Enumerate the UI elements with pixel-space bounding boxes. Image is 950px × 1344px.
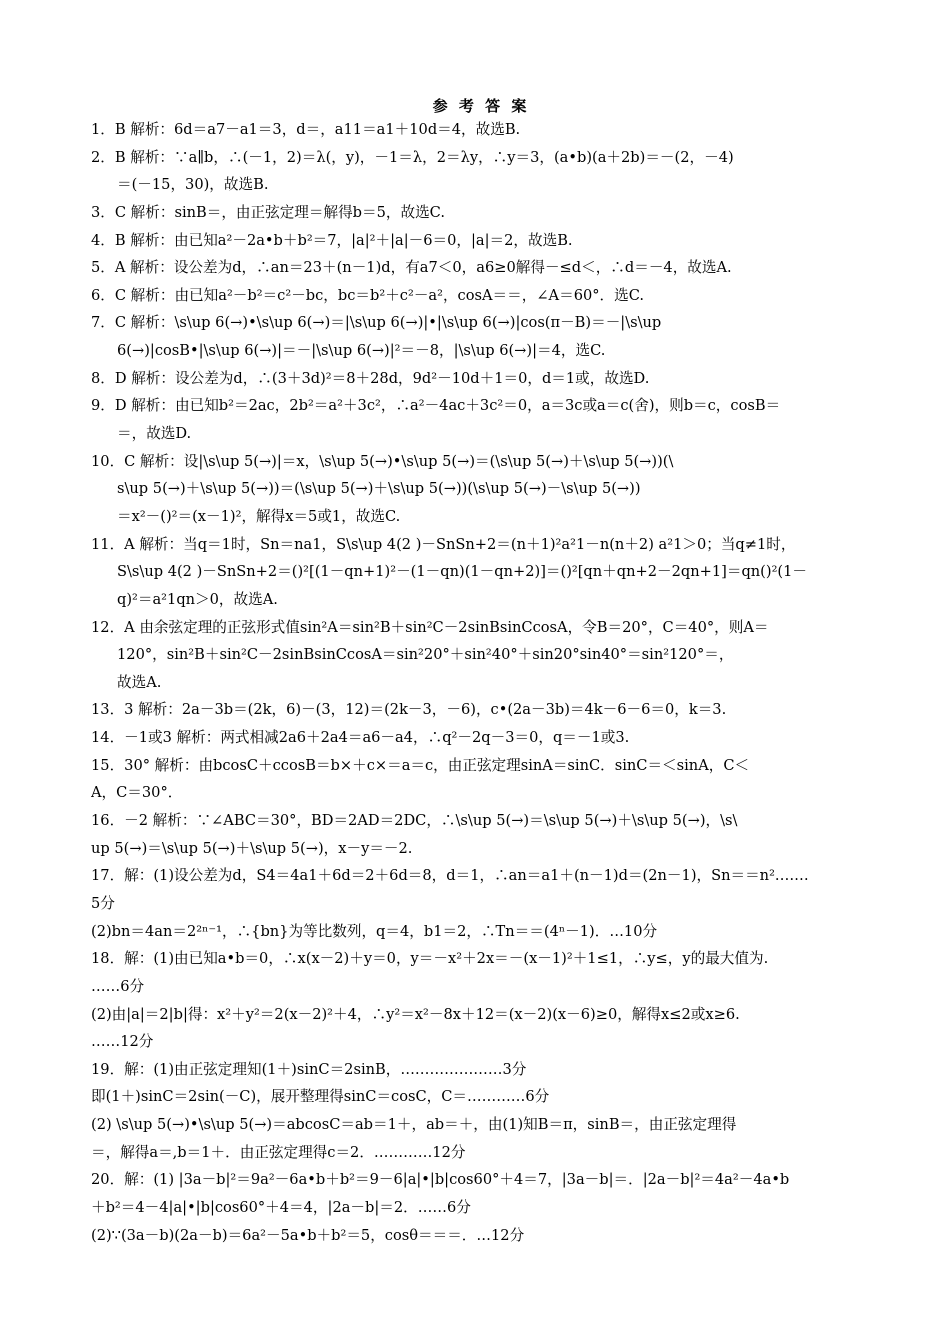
answer-line: up 5(→)＝\s\up 5(→)＋\s\up 5(→)，x－y＝－2. — [91, 839, 413, 857]
answer-line: 3．C 解析：sinB＝，由正弦定理＝解得b＝5，故选C. — [91, 203, 445, 221]
answer-line: A，C＝30°． — [91, 784, 183, 802]
answer-line: (2)bn＝4an＝2²ⁿ⁻¹，∴{bn}为等比数列，q＝4，b1＝2，∴Tn＝＝(4ⁿ－1)．…10分 — [91, 922, 658, 940]
answer-line: 故选A. — [117, 673, 162, 691]
answer-line: 1．B 解析：6d＝a7－a1＝3，d＝，a11＝a1＋10d＝4，故选B. — [91, 121, 521, 138]
answer-line: (2)∵(3a－b)(2a－b)＝6a²－5a•b＋b²＝5，cosθ＝＝＝．…12分 — [91, 1226, 525, 1244]
answer-line: 11．A 解析：当q＝1时，Sn＝na1，S\s\up 4(2 )－SnSn+2＝(n＋1)²a²1－n(n＋2) a²1＞0；当q≠1时， — [91, 535, 796, 553]
answer-line: 10．C 解析：设|\s\up 5(→)|＝x，\s\up 5(→)•\s\up 5(→)＝(\s\up 5(→)＋\s\up 5(→))(\ — [91, 452, 674, 470]
answer-document — [91, 96, 871, 1249]
answer-line: 13．3 解析：2a－3b＝(2k，6)－(3，12)＝(2k－3，－6)，c•(2a－3b)＝4k－6－6＝0，k＝3. — [91, 701, 727, 719]
answer-line: 8．D 解析：设公差为d，∴(3＋3d)²＝8＋28d，9d²－10d＋1＝0，d＝1或，故选D. — [91, 369, 650, 387]
answer-line: ＝x²－()²＝(x－1)²，解得x＝5或1，故选C. — [117, 507, 401, 525]
answer-line: ……6分 — [91, 977, 145, 995]
answer-line: (2) \s\up 5(→)•\s\up 5(→)＝abcosC＝ab＝1＋，ab＝＋，由(1)知B＝π，sinB＝，由正弦定理得 — [91, 1116, 737, 1134]
answer-line: 5．A 解析：设公差为d，∴an＝23＋(n－1)d，有a7＜0，a6≥0解得－≤d＜，∴d＝－4，故选A. — [91, 259, 732, 277]
answer-lines — [91, 116, 871, 1249]
answer-line: ……12分 — [91, 1033, 154, 1051]
answer-line: S\s\up 4(2 )－SnSn+2＝()²[(1－qn+1)²－(1－qn)(1－qn+2)]＝()²[qn＋qn+2－2qn+1]＝qn()²(1－ — [117, 563, 807, 581]
answer-line: 15．30° 解析：由bcosC＋ccosB＝b×＋c×＝a＝c，由正弦定理sinA＝sinC．sinC＝＜sinA，C＜ — [91, 756, 750, 774]
answer-line: ＝，解得a＝,b＝1＋．由正弦定理得c＝2．…………12分 — [91, 1143, 466, 1161]
answer-line: ＋b²＝4－4|a|•|b|cos60°＋4＝4，|2a－b|＝2．……6分 — [91, 1198, 471, 1216]
answer-line: 6(→)|cosB•|\s\up 6(→)|＝－|\s\up 6(→)|²＝－8，|\s\up 6(→)|＝4，选C. — [117, 342, 606, 360]
answer-line: 14．－1或3 解析：两式相减2a6＋2a4＝a6－a4，∴q²－2q－3＝0，q＝－1或3. — [91, 729, 630, 747]
answer-line: 2．B 解析：∵a∥b，∴(－1，2)＝λ(，y)，－1＝λ，2＝λy，∴y＝3，(a•b)(a＋2b)＝－(2，－4) — [91, 148, 734, 166]
answer-line: ＝，故选D. — [117, 425, 192, 443]
answer-line: 12．A 由余弦定理的正弦形式值sin²A＝sin²B＋sin²C－2sinBsinCcosA，令B＝20°，C＝40°，则A＝ — [91, 618, 769, 636]
answer-line: 9．D 解析：由已知b²＝2ac，2b²＝a²＋3c²，∴a²－4ac＋3c²＝0，a＝3c或a＝c(舍)，则b＝c，cosB＝ — [91, 397, 781, 415]
answer-line: 120°，sin²B＋sin²C－2sinBsinCcosA＝sin²20°＋sin²40°＋sin20°sin40°＝sin²120°＝， — [117, 646, 734, 664]
answer-line: 19．解：(1)由正弦定理知(1＋)sinC＝2sinB，…………………3分 — [91, 1060, 527, 1078]
answer-line: 即(1＋)sinC＝2sin(－C)，展开整理得sinC＝cosC，C＝…………6分 — [91, 1088, 550, 1106]
answer-line: (2)由|a|＝2|b|得：x²＋y²＝2(x－2)²＋4，∴y²＝x²－8x＋12＝(x－2)(x－6)≥0，解得x≤2或x≥6. — [91, 1005, 740, 1023]
answer-line: 20．解：(1) |3a－b|²＝9a²－6a•b＋b²＝9－6|a|•|b|cos60°＋4＝7，|3a－b|＝．|2a－b|²＝4a²－4a•b — [91, 1171, 790, 1189]
answer-line: 4．B 解析：由已知a²－2a•b＋b²＝7，|a|²＋|a|－6＝0，|a|＝2，故选B. — [91, 231, 573, 249]
answer-line: 7．C 解析：\s\up 6(→)•\s\up 6(→)＝|\s\up 6(→)|•|\s\up 6(→)|cos(π－B)＝－|\s\up — [91, 314, 662, 332]
answer-line: q)²＝a²1qn＞0，故选A. — [117, 590, 278, 608]
answer-line: 18．解：(1)由已知a•b＝0，∴x(x－2)＋y＝0，y＝－x²＋2x＝－(x－1)²＋1≤1，∴y≤，y的最大值为. — [91, 950, 769, 968]
page-title: 参 考 答 案 — [432, 97, 530, 115]
answer-line: 16．－2 解析：∵∠ABC＝30°，BD＝2AD＝2DC，∴\s\up 5(→)＝\s\up 5(→)＋\s\up 5(→)，\s\ — [91, 812, 738, 830]
answer-line: s\up 5(→)＋\s\up 5(→))＝(\s\up 5(→)＋\s\up 5(→))(\s\up 5(→)－\s\up 5(→)) — [117, 480, 641, 498]
answer-line: 6．C 解析：由已知a²－b²＝c²－bc，bc＝b²＋c²－a²，cosA＝＝，∠A＝60°．选C. — [91, 286, 645, 304]
answer-line: ＝(－15，30)，故选B. — [117, 176, 269, 194]
answer-line: 5分 — [91, 894, 115, 912]
answer-line: 17．解：(1)设公差为d，S4＝4a1＋6d＝2＋6d＝8，d＝1，∴an＝a1＋(n－1)d＝(2n－1)，Sn＝＝n².…… — [91, 867, 809, 885]
